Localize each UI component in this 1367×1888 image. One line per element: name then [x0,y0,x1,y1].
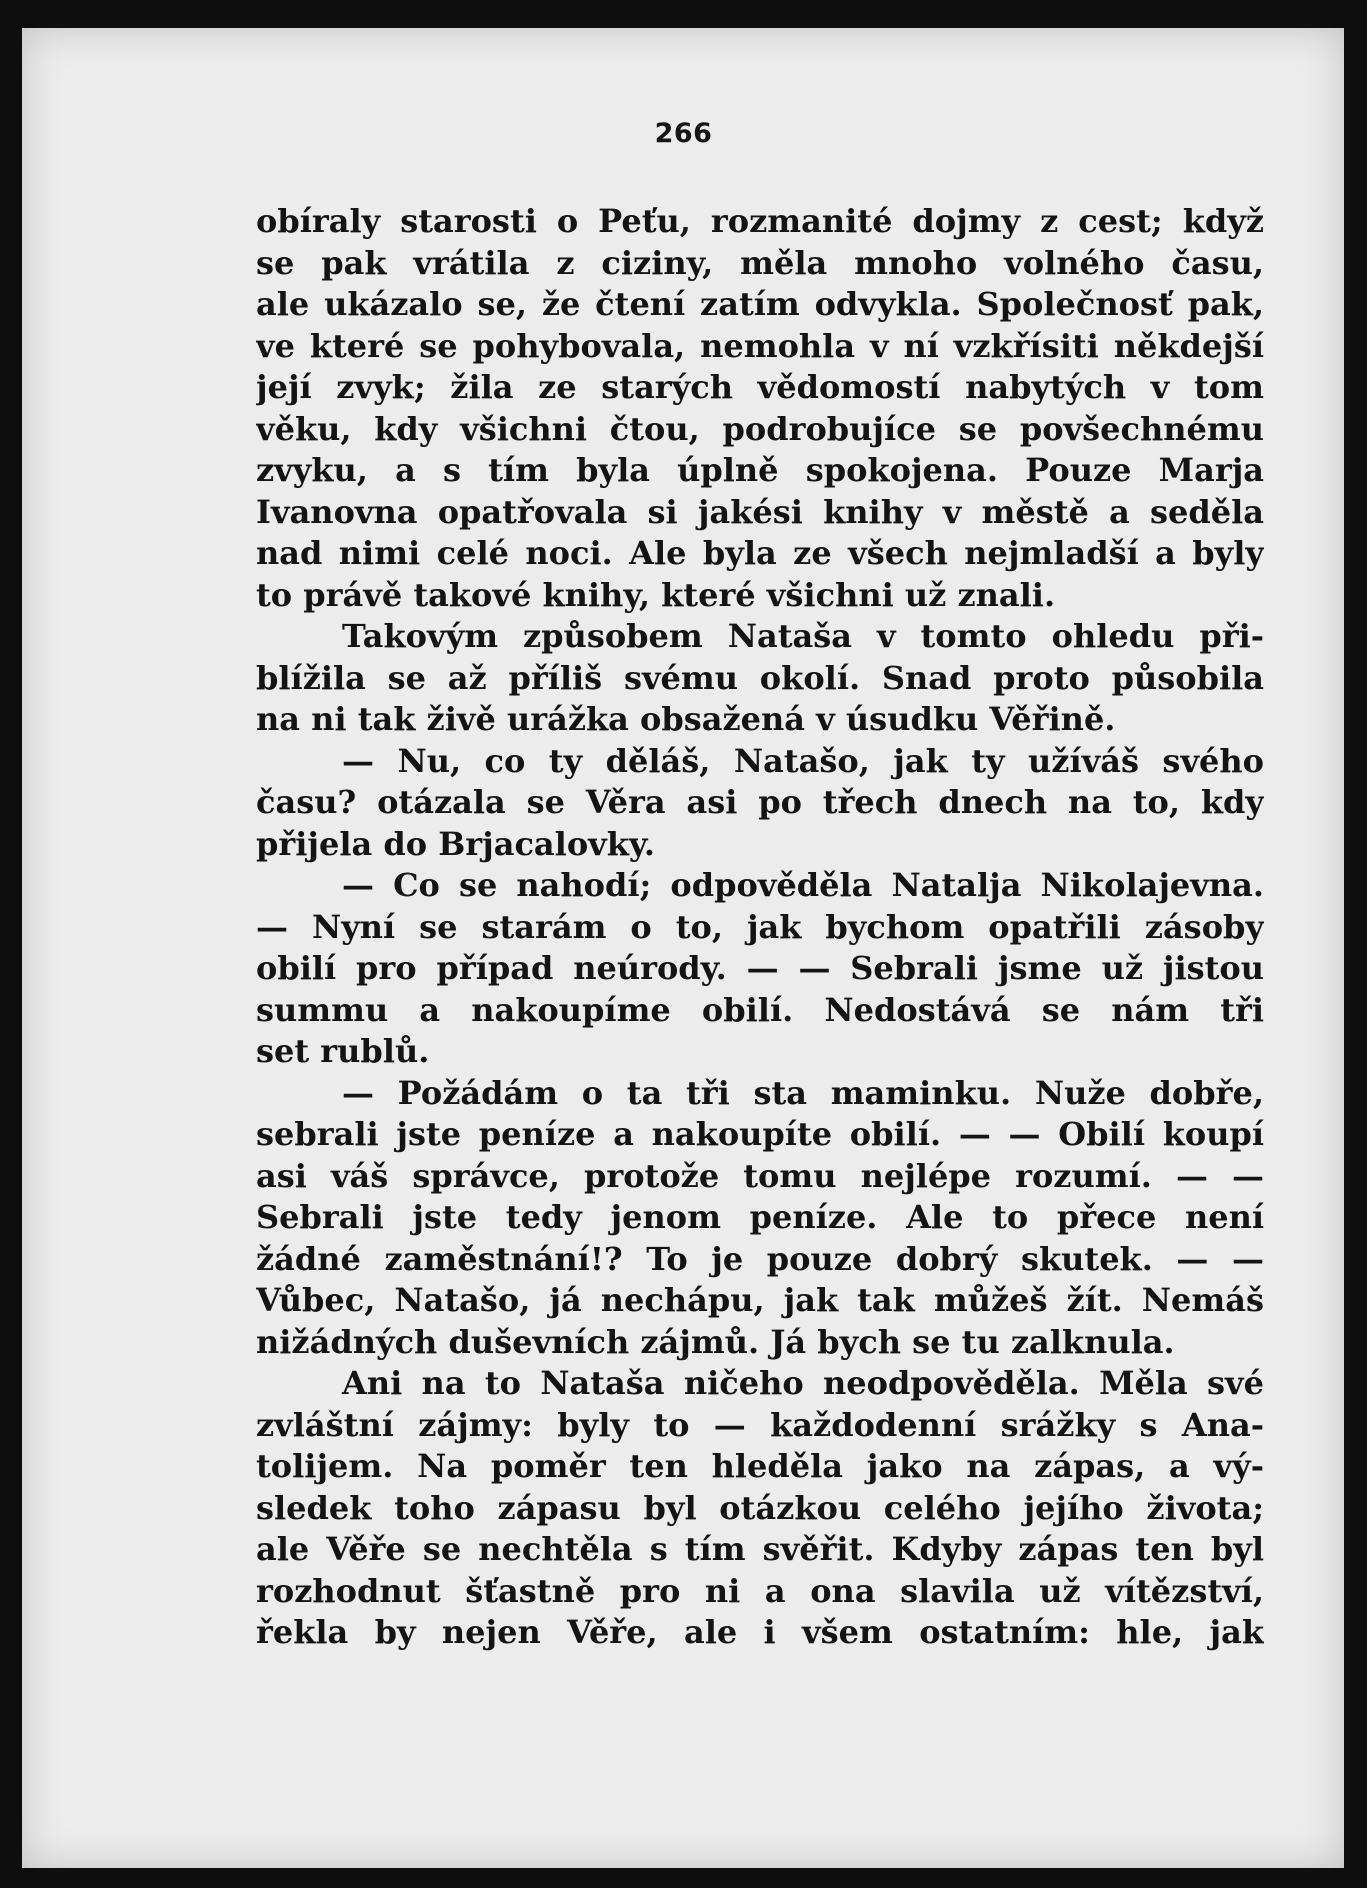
text-line: tolijem. Na poměr ten hleděla jako na zápas, a vý- [256,1447,1264,1485]
body-text [256,201,1264,1654]
text-line: zvláštní zájmy: byly to — každodenní srážky s Ana- [256,1405,1264,1444]
text-line: ale Věře se nechtěla s tím svěřit. Kdyby zápas ten byl [256,1530,1264,1568]
text-line: její zvyk; žila ze starých vědomostí nabytých v tom [256,368,1264,406]
text-line: sledek toho zápasu byl otázkou celého jejího života; [256,1488,1264,1527]
text-line: obilí pro případ neúrody. — — Sebrali jsme už jistou [256,949,1264,987]
text-line: obíraly starosti o Peťu, rozmanité dojmy z cest; když [256,202,1264,240]
text-line: rozhodnut šťastně pro ni a ona slavila už vítězství, [256,1571,1264,1610]
text-line: na ni tak živě urážka obsažená v úsudku Věřině. [256,700,1116,738]
text-line: ve které se pohybovala, nemohla v ní vzkřísiti někdejší [256,326,1264,365]
text-line: set rublů. [256,1032,430,1070]
text-line: nižádných duševních zájmů. Já bych se tu zalknula. [256,1322,1175,1361]
text-line: věku, kdy všichni čtou, podrobujíce se povšechnému [256,409,1264,448]
text-line: zvyku, a s tím byla úplně spokojena. Pouze Marja [256,451,1264,489]
text-line: — Co se nahodí; odpověděla Natalja Nikolajevna. [342,866,1264,904]
text-line: Ivanovna opatřovala si jakési knihy v městě a seděla [256,492,1264,531]
page-number: 266 [654,118,713,149]
text-line: žádné zaměstnání!? To je pouze dobrý skutek. — — [256,1239,1264,1278]
text-line: Takovým způsobem Nataša v tomto ohledu při- [342,617,1264,655]
text-line: summu a nakoupíme obilí. Nedostává se nám tři [256,990,1264,1029]
text-line: — Nyní se starám o to, jak bychom opatřili zásoby [256,907,1264,946]
text-line: blížila se až příliš svému okolí. Snad proto působila [256,658,1264,697]
text-line: ale ukázalo se, že čtení zatím odvykla. Společnosť pak, [256,285,1264,323]
text-line: řekla by nejen Věře, ale i všem ostatním: hle, jak [256,1613,1264,1651]
text-line: času? otázala se Věra asi po třech dnech na to, kdy [256,783,1264,821]
text-line: asi váš správce, protože tomu nejlépe rozumí. — — [256,1156,1264,1195]
text-line: Ani na to Nataša ničeho neodpověděla. Měla své [342,1364,1264,1402]
text-line: se pak vrátila z ciziny, měla mnoho volného času, [256,243,1264,282]
text-line: sebrali jste peníze a nakoupíte obilí. — — Obilí koupí [256,1115,1264,1153]
text-line: přijela do Brjacalovky. [256,824,655,863]
text-line: — Požádám o ta tři sta maminku. Nuže dobře, [342,1073,1264,1112]
text-line: Sebrali jste tedy jenom peníze. Ale to přece není [256,1198,1264,1236]
text-line: to právě takové knihy, které všichni už znali. [256,575,1056,614]
text-line: nad nimi celé noci. Ale byla ze všech nejmladší a byly [256,534,1264,572]
text-line: — Nu, co ty děláš, Natašo, jak ty užíváš svého [342,741,1264,780]
text-line: Vůbec, Natašo, já nechápu, jak tak můžeš žít. Nemáš [256,1281,1264,1319]
